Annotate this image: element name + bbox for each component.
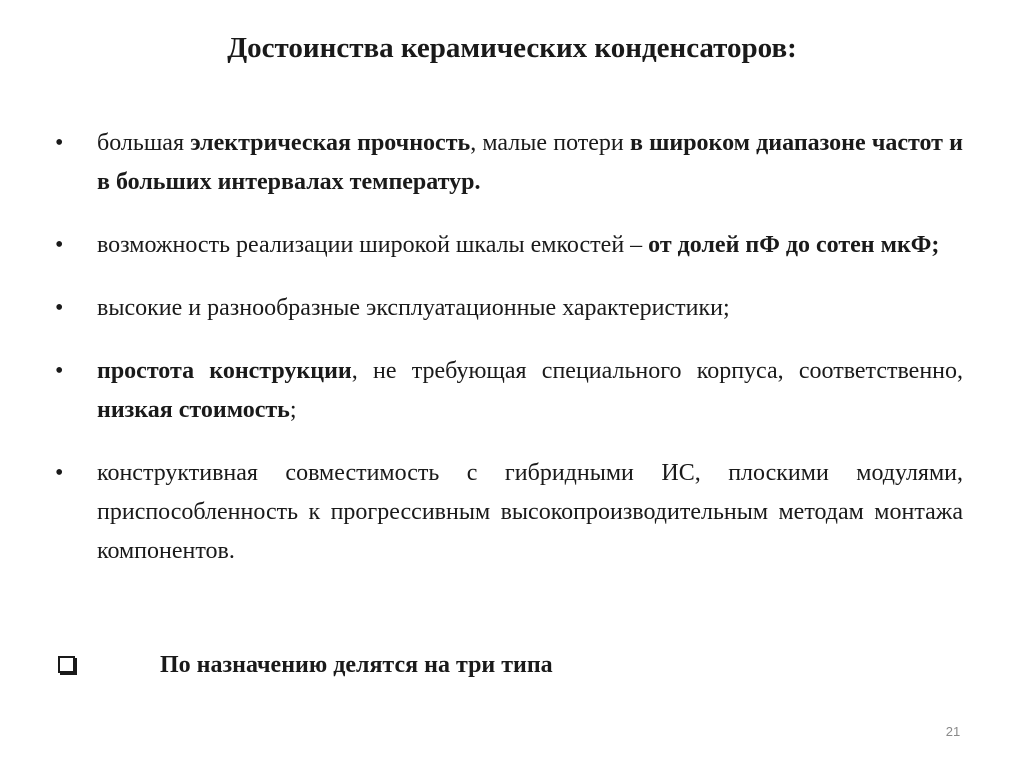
bullet-item bbox=[55, 124, 963, 202]
checkbox-icon bbox=[58, 656, 75, 673]
bullet-dot-icon: • bbox=[55, 358, 64, 384]
bullet-text-segment: , малые потери bbox=[470, 130, 630, 156]
bullet-item bbox=[55, 352, 963, 430]
bullet-text bbox=[97, 295, 730, 321]
bullet-item bbox=[55, 226, 963, 265]
bullet-text-bold: от долей пФ до сотен мкФ; bbox=[648, 232, 940, 258]
slide-title: Достоинства керамических конденсаторов: bbox=[227, 32, 797, 64]
bullet-dot-icon: • bbox=[55, 130, 64, 156]
page-number: 21 bbox=[945, 724, 961, 739]
bullet-text-bold: электрическая прочность bbox=[190, 130, 471, 156]
bullet-text-bold: низкая стоимость bbox=[97, 397, 290, 423]
bullet-dot-icon: • bbox=[55, 295, 64, 321]
bullet-item bbox=[55, 289, 963, 328]
bullet-text-segment: конструктивная совместимость с гибридными ИС, плоскими модулями, приспособленность к прогрессивным высокопроизводительным методам монтажа компонентов. bbox=[97, 460, 963, 564]
bullet-text bbox=[97, 130, 963, 195]
bullet-text-bold: простота конструкции bbox=[97, 358, 352, 384]
bullet-text-segment: , не требующая специального корпуса, соответственно, bbox=[351, 358, 964, 384]
bullet-text-bold: в широком диапазоне частот и в больших интервалах температур. bbox=[97, 130, 963, 195]
bullet-text-segment: большая bbox=[97, 130, 191, 156]
bullet-dot-icon: • bbox=[55, 460, 64, 486]
bullet-dot-icon: • bbox=[55, 232, 64, 258]
bullet-text bbox=[97, 358, 963, 423]
bullet-text bbox=[97, 232, 939, 258]
bullet-item bbox=[55, 454, 963, 571]
summary-text: По назначению делятся на три типа bbox=[160, 652, 553, 678]
bullet-text-segment: высокие и разнообразные эксплуатационные характеристики; bbox=[97, 295, 730, 321]
bullet-text-segment: ; bbox=[289, 397, 297, 423]
bullet-text bbox=[97, 460, 963, 564]
bullet-text-segment: возможность реализации широкой шкалы емкостей – bbox=[97, 232, 649, 258]
bullet-list bbox=[55, 124, 963, 571]
